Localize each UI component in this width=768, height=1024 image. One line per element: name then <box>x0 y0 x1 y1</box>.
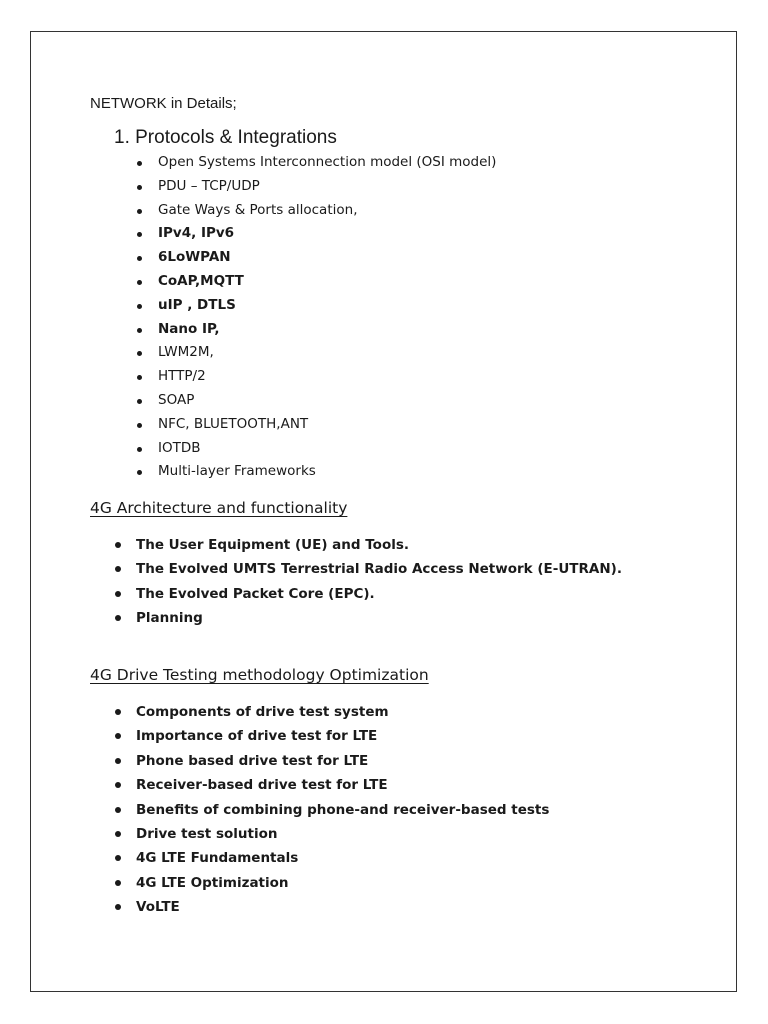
list-item-text: HTTP/2 <box>158 368 206 385</box>
list-item-text: Multi-layer Frameworks <box>158 463 316 480</box>
bullet-icon <box>115 542 121 548</box>
list-item-text: Open Systems Interconnection model (OSI model) <box>158 154 497 170</box>
section-heading-4g-drive-testing: 4G Drive Testing methodology Optimization <box>90 666 429 684</box>
list-item <box>110 557 622 581</box>
bullet-icon <box>137 304 142 309</box>
list-item <box>130 175 496 199</box>
bullet-icon <box>137 351 142 356</box>
list-item-text: SOAP <box>158 391 195 408</box>
bullet-icon <box>115 855 121 861</box>
bullet-icon <box>115 904 121 910</box>
bullet-icon <box>115 807 121 813</box>
list-item-text: The Evolved UMTS Terrestrial Radio Access Network (E-UTRAN). <box>136 561 622 578</box>
protocols-list <box>130 151 496 484</box>
bullet-icon <box>137 209 142 214</box>
bullet-icon <box>137 280 142 285</box>
document-title: NETWORK in Details; <box>90 95 237 112</box>
list-item <box>110 582 622 606</box>
list-item <box>130 365 496 389</box>
bullet-icon <box>115 566 121 572</box>
bullet-icon <box>115 709 121 715</box>
list-item <box>130 151 496 175</box>
list-item <box>130 270 496 294</box>
list-item-text: The Evolved Packet Core (EPC). <box>136 585 375 602</box>
bullet-icon <box>115 758 121 764</box>
bullet-icon <box>115 880 121 886</box>
list-item <box>130 460 496 484</box>
section-heading-4g-architecture: 4G Architecture and functionality <box>90 499 348 517</box>
list-item-text: LWM2M, <box>158 344 214 361</box>
list-item <box>130 413 496 437</box>
list-item-text: Importance of drive test for LTE <box>136 728 378 745</box>
bullet-icon <box>115 831 121 837</box>
bullet-icon <box>137 232 142 237</box>
list-item-text: Phone based drive test for LTE <box>136 752 369 769</box>
list-item-text: VoLTE <box>136 899 180 916</box>
bullet-icon <box>137 375 142 380</box>
list-item <box>130 199 496 223</box>
list-item <box>110 749 549 773</box>
bullet-icon <box>137 447 142 452</box>
list-item <box>110 846 549 870</box>
list-item-text: PDU – TCP/UDP <box>158 177 260 194</box>
bullet-icon <box>137 185 142 190</box>
bullet-icon <box>137 328 142 333</box>
list-item <box>110 895 549 919</box>
bullet-icon <box>115 733 121 739</box>
list-item-text: 4G LTE Optimization <box>136 874 289 891</box>
bullet-icon <box>115 782 121 788</box>
list-item-text: Drive test solution <box>136 825 278 842</box>
list-item-text: 4G LTE Fundamentals <box>136 850 299 867</box>
section-heading-protocols: 1. Protocols & Integrations <box>114 127 337 148</box>
bullet-icon <box>137 399 142 404</box>
drive-testing-list <box>110 700 549 920</box>
list-item <box>110 822 549 846</box>
bullet-icon <box>137 256 142 261</box>
list-item-text: 6LoWPAN <box>158 249 231 266</box>
list-item <box>110 700 549 724</box>
list-item <box>130 389 496 413</box>
bullet-icon <box>137 423 142 428</box>
list-item-text: Components of drive test system <box>136 704 389 720</box>
list-item-text: Nano IP, <box>158 320 220 337</box>
architecture-list <box>110 533 622 631</box>
list-item <box>110 533 622 557</box>
list-item <box>110 773 549 797</box>
list-item-text: The User Equipment (UE) and Tools. <box>136 537 410 553</box>
list-item <box>130 246 496 270</box>
list-item <box>130 437 496 461</box>
list-item <box>110 798 549 822</box>
list-item <box>130 222 496 246</box>
list-item <box>110 724 549 748</box>
list-item-text: Benefits of combining phone-and receiver-based tests <box>136 801 550 818</box>
list-item-text: Gate Ways & Ports allocation, <box>158 201 358 218</box>
list-item <box>110 606 622 630</box>
list-item <box>130 294 496 318</box>
list-item-text: NFC, BLUETOOTH,ANT <box>158 415 309 432</box>
list-item <box>130 318 496 342</box>
bullet-icon <box>115 591 121 597</box>
bullet-icon <box>115 615 121 621</box>
bullet-icon <box>137 470 142 475</box>
list-item <box>130 341 496 365</box>
list-item <box>110 871 549 895</box>
list-item-text: CoAP,MQTT <box>158 272 244 289</box>
list-item-text: Receiver-based drive test for LTE <box>136 777 388 794</box>
list-item-text: IPv4, IPv6 <box>158 225 235 242</box>
bullet-icon <box>137 161 142 166</box>
list-item-text: Planning <box>136 610 203 627</box>
list-item-text: IOTDB <box>158 439 201 456</box>
list-item-text: uIP , DTLS <box>158 296 236 313</box>
